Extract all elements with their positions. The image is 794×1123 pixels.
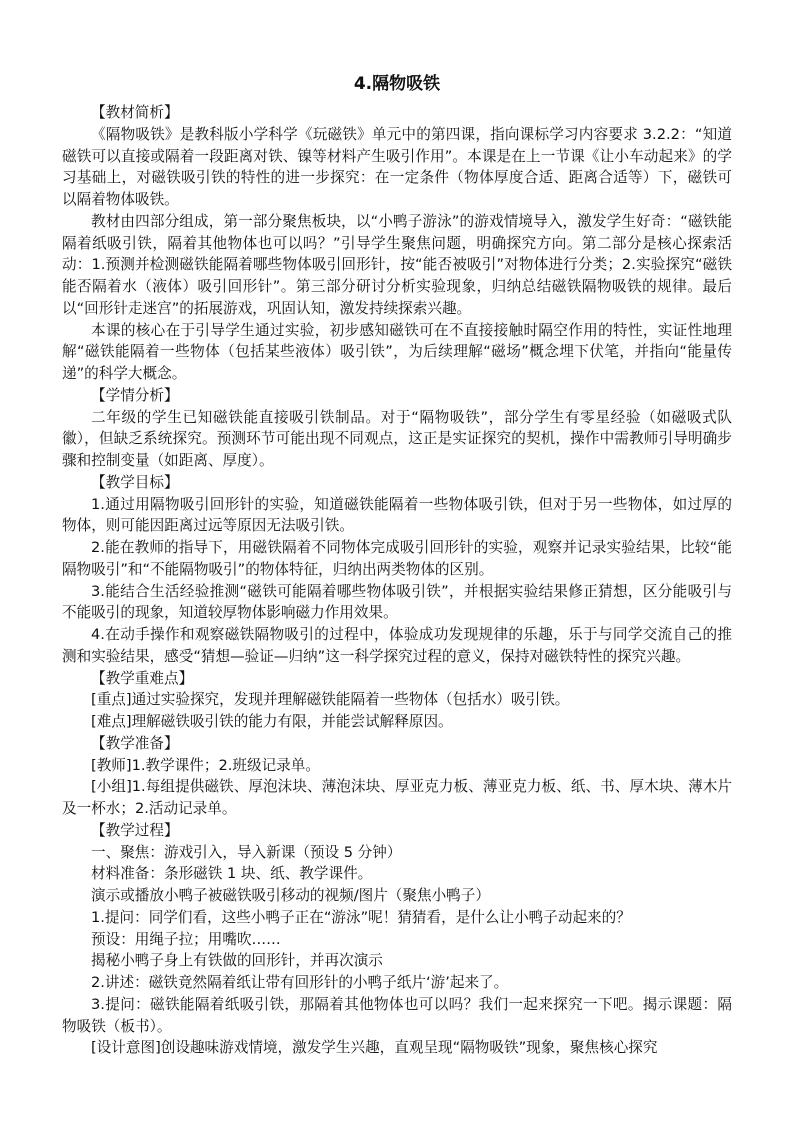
design-intent: [设计意图]创设趣味游戏情境，激发学生兴趣，直观呈现“隔物吸铁”现象，聚焦核心探究 [91, 1039, 658, 1057]
paragraph: 本课的核心在于引导学生通过实验，初步感知磁铁可在不直接接触时隔空作用的特性，实证性地理解“磁铁能隔着一些物体（包括某些液体）吸引铁”，为后续理解“磁场”概念埋下伏笔，并指向“能量传递”的科学大概念。 [62, 321, 732, 382]
process-line: 材料准备：条形磁铁 1 块、纸、教学课件。 [91, 865, 373, 883]
objective-item: 2.能在教师的指导下，用磁铁隔着不同物体完成吸引回形针的实验，观察并记录实验结果，比较“能隔物吸引”和“不能隔物吸引”的物体特征，归纳出两类物体的区别。 [62, 539, 732, 578]
process-line: 揭秘小鸭子身上有铁做的回形针，并再次演示 [91, 952, 383, 970]
objective-item: 3.能结合生活经验推测“磁铁可能隔着哪些物体吸引铁”，并根据实验结果修正猜想，区分能吸引与不能吸引的现象，知道较厚物体影响磁力作用效果。 [62, 582, 732, 622]
section-heading-preparation: 【教学准备】 [91, 734, 179, 752]
process-step-heading: 一、聚焦：游戏引入，导入新课（预设 5 分钟） [91, 843, 402, 861]
page-title: 4.隔物吸铁 [353, 74, 441, 94]
process-line: 预设：用绳子拉；用嘴吹…… [91, 930, 281, 948]
objective-item: 1.通过用隔物吸引回形针的实验，知道磁铁能隔着一些物体吸引铁，但对于另一些物体，如过厚的物体，则可能因距离过远等原因无法吸引铁。 [62, 495, 732, 535]
process-line: 演示或播放小鸭子被磁铁吸引移动的视频/图片（聚焦小鸭子） [91, 887, 490, 904]
process-line: 1.提问：同学们看，这些小鸭子正在“游泳”呢！猜猜看，是什么让小鸭子动起来的？ [91, 908, 631, 926]
process-line: 2.讲述：磁铁竟然隔着纸让带有回形针的小鸭子纸片‘游’起来了。 [91, 974, 509, 991]
paragraph: 《隔物吸铁》是教科版小学科学《玩磁铁》单元中的第四课，指向课标学习内容要求 3.2.2：“知道磁铁可以直接或隔着一段距离对铁、镍等材料产生吸引作用”。本课是在上一节课《让小车动起来》的学习基础上，对磁铁吸引铁的特性的进一步探究：在一定条件（物体厚度合适、距离合适等）下，磁铁可以隔着物体吸铁。 [62, 125, 732, 208]
preparation-teacher: [教师]1.教学课件；2.班级记录单。 [91, 756, 320, 774]
section-heading-teaching-process: 【教学过程】 [91, 821, 179, 839]
paragraph: 二年级的学生已知磁铁能直接吸引铁制品。对于“隔物吸铁”，部分学生有零星经验（如磁吸式队徽），但缺乏系统探究。预测环节可能出现不同观点，这正是实证探究的契机，操作中需教师引导明确步骤和控制变量（如距离、厚度）。 [62, 408, 732, 469]
section-heading-key-points: 【教学重难点】 [91, 669, 194, 687]
document-body [62, 102, 732, 1059]
section-heading-textbook-analysis: 【教材简析】 [91, 104, 179, 121]
process-line: 3.提问：磁铁能隔着纸吸引铁，那隔着其他物体也可以吗？我们一起来探究一下吧。揭示课题：隔物吸铁（板书）。 [62, 995, 732, 1035]
section-heading-teaching-objectives: 【教学目标】 [91, 473, 179, 491]
difficult-point-item: [难点]理解磁铁吸引铁的能力有限，并能尝试解释原因。 [91, 713, 453, 730]
paragraph: 教材由四部分组成，第一部分聚焦板块，以“小鸭子游泳”的游戏情境导入，激发学生好奇：“磁铁能隔着纸吸引铁，隔着其他物体也可以吗？”引导学生聚焦问题，明确探究方向。第二部分是核心探索活动：1.预测并检测磁铁能隔着哪些物体吸引回形针，按“能否被吸引”对物体进行分类；2.实验探究“磁铁能否隔着水（液体）吸引回形针”。第三部分研讨分析实验现象，归纳总结磁铁隔物吸铁的规律。最后以“回形针走迷宫”的拓展游戏，巩固认知，激发持续探索兴趣。 [62, 212, 732, 317]
section-heading-student-analysis: 【学情分析】 [91, 386, 179, 404]
preparation-group: [小组]1.每组提供磁铁、厚泡沫块、薄泡沫块、厚亚克力板、薄亚克力板、纸、书、厚木块、薄木片及一杯水；2.活动记录单。 [62, 778, 732, 817]
objective-item: 4.在动手操作和观察磁铁隔物吸引的过程中，体验成功发现规律的乐趣，乐于与同学交流自己的推测和实验结果，感受“猜想—验证—归纳”这一科学探究过程的意义，保持对磁铁特性的探究兴趣。 [62, 626, 732, 665]
key-point-item: [重点]通过实验探究，发现并理解磁铁能隔着一些物体（包括水）吸引铁。 [91, 691, 570, 709]
